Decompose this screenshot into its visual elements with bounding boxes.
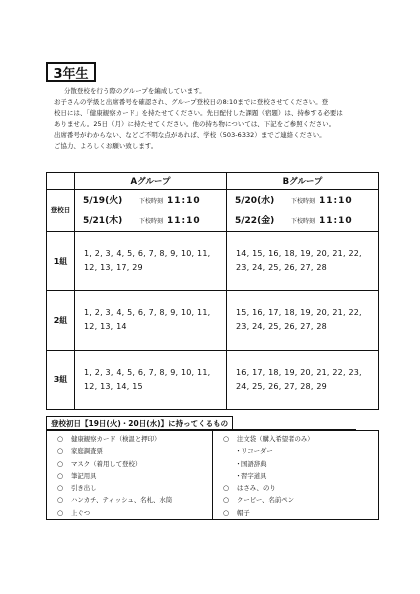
number-line: 1, 2, 3, 4, 5, 6, 7, 8, 9, 10, 11, [84, 249, 211, 259]
intro-text [54, 86, 394, 152]
dismissal-time: 11:10 [319, 215, 353, 226]
group-b-numbers [227, 232, 379, 291]
number-line: 12, 13, 14 [84, 322, 127, 332]
dismissal-label: 下校時刻 [291, 197, 316, 205]
number-line: 24, 25, 26, 27, 28, 29 [236, 381, 327, 391]
group-b-numbers [227, 291, 379, 350]
number-line: 1, 2, 3, 4, 5, 6, 7, 8, 9, 10, 11, [84, 367, 211, 377]
circle-bullet-icon: ○ [57, 447, 64, 456]
items-left-column [47, 431, 213, 520]
number-line: 23, 24, 25, 26, 27, 28 [236, 322, 327, 332]
a-date: 5/21(木) [83, 215, 123, 226]
list-item: ・ 国語辞典 [223, 458, 378, 470]
list-item: ○ ハンカチ、ティッシュ、名札、水筒 [57, 494, 212, 506]
dismissal-time: 11:10 [319, 195, 353, 206]
number-line: 23, 24, 25, 26, 27, 28 [236, 263, 327, 273]
class-row [47, 232, 379, 291]
group-b-header: Bグループ [227, 173, 379, 190]
class-label: 1組 [47, 232, 75, 291]
list-item: ○ 引き出し [57, 482, 212, 494]
group-b-dates [227, 190, 379, 232]
b-date: 5/20(水) [235, 195, 275, 206]
list-item: ○ 上ぐつ [57, 507, 212, 519]
list-item: ○ クーピー、名前ペン [223, 494, 378, 506]
circle-bullet-icon: ○ [57, 459, 64, 468]
group-a-numbers [75, 291, 227, 350]
items-table [46, 430, 379, 520]
b-date: 5/22(金) [235, 215, 275, 226]
items-title-text: 登校初日【19日(火)・20日(水)】に持ってくるもの [46, 416, 233, 430]
dismissal-label: 下校時刻 [291, 217, 316, 225]
intro-line: ありません。25日（月）に持たせてください。他の持ち物については、下記をご参照ください。 [54, 120, 336, 128]
circle-bullet-icon: ○ [223, 508, 230, 517]
intro-line: 分散登校を行う際のグループを編成しています。 [64, 87, 206, 95]
grade-title: 3年生 [46, 62, 96, 82]
circle-bullet-icon: ○ [57, 471, 64, 480]
list-item: ○ 家庭調査票 [57, 445, 212, 457]
a-date: 5/19(火) [83, 195, 123, 206]
dot-bullet-icon: ・ [235, 471, 242, 480]
list-item: ○ 帽子 [223, 507, 378, 519]
group-a-dates [75, 190, 227, 232]
intro-line: お子さんの学級と出席番号を確認され、グループ登校日の8:10までに登校させてください。登 [54, 98, 329, 106]
group-b-numbers [227, 350, 379, 409]
circle-bullet-icon: ○ [57, 435, 64, 443]
dismissal-time: 11:10 [167, 195, 201, 206]
number-line: 1, 2, 3, 4, 5, 6, 7, 8, 9, 10, 11, [84, 308, 211, 318]
header-blank [47, 173, 75, 190]
class-label: 2組 [47, 291, 75, 350]
list-item: ○ 注文袋（購入希望者のみ） [223, 433, 378, 445]
class-row [47, 291, 379, 350]
number-line: 15, 16, 17, 18, 19, 20, 21, 22, [236, 308, 362, 318]
list-item: ○ 健康観察カード（検温と押印） [57, 433, 212, 445]
dot-bullet-icon: ・ [235, 447, 242, 456]
dates-label: 登校日 [47, 190, 75, 232]
class-row [47, 350, 379, 409]
list-item: ○ 筆記用具 [57, 470, 212, 482]
schedule-table [46, 172, 379, 410]
intro-line: 出席番号がわからない、などご不明な点があれば、学校（503-6332）までご連絡ください。 [54, 131, 326, 139]
dot-bullet-icon: ・ [235, 459, 242, 468]
group-a-numbers [75, 232, 227, 291]
number-line: 16, 17, 18, 19, 20, 21, 22, 23, [236, 367, 362, 377]
dismissal-time: 11:10 [167, 215, 201, 226]
dismissal-label: 下校時刻 [139, 197, 164, 205]
list-item: ・ 習字道具 [223, 470, 378, 482]
dismissal-label: 下校時刻 [139, 217, 164, 225]
number-line: 12, 13, 14, 15 [84, 381, 143, 391]
group-a-header: Aグループ [75, 173, 227, 190]
list-item: ・ リコーダー [223, 445, 378, 457]
schedule-header-row [47, 173, 379, 190]
number-line: 14, 15, 16, 18, 19, 20, 21, 22, [236, 249, 362, 259]
circle-bullet-icon: ○ [223, 496, 230, 505]
class-label: 3組 [47, 350, 75, 409]
group-a-numbers [75, 350, 227, 409]
number-line: 12, 13, 17, 29 [84, 263, 143, 273]
circle-bullet-icon: ○ [57, 496, 64, 505]
intro-line: 校日には、「健康観察カード」を持たせてください。先日配付した課題（宿題）は、持参する必要は [54, 109, 343, 117]
circle-bullet-icon: ○ [223, 484, 230, 493]
circle-bullet-icon: ○ [223, 435, 230, 443]
items-right-column [213, 431, 379, 520]
intro-line: ご協力、よろしくお願い致します。 [54, 142, 158, 150]
list-item: ○ マスク（着用して登校） [57, 458, 212, 470]
list-item: ○ はさみ、のり [223, 482, 378, 494]
circle-bullet-icon: ○ [57, 508, 64, 517]
items-title [46, 416, 356, 430]
circle-bullet-icon: ○ [57, 484, 64, 493]
dates-row [47, 190, 379, 232]
